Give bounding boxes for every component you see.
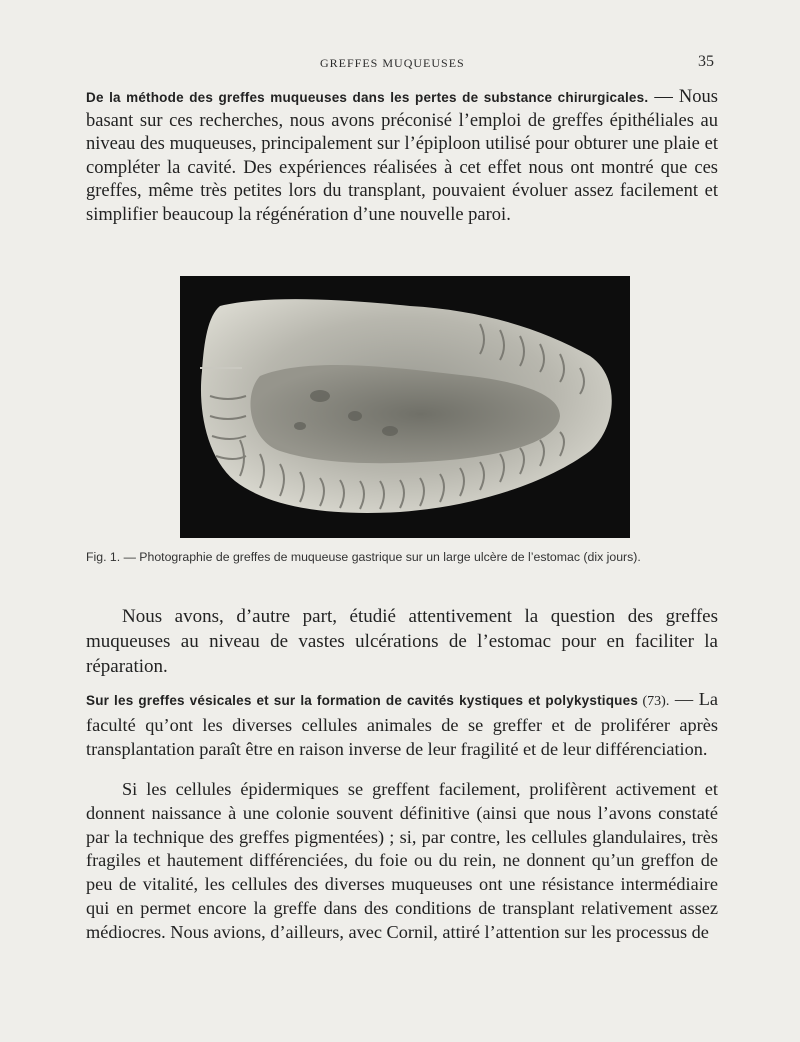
section-heading-greffes-vesicales: Sur les greffes vésicales et sur la formation de cavités kystiques et polykystiques [86, 693, 639, 708]
figure-photograph [180, 276, 630, 538]
section-methode-text: — Nous basant sur ces recherches, nous avons préconisé l’emploi de greffes épithéliales au niveau des muqueuses, principalement sur l’épiploon utilisé pour obturer une plaie et compléter la cavité. Des expériences réalisées à cet effet nous ont montré que ces greffes, même très petites lors du transplant, pouvaient évoluer assez facilement et simplifier beaucoup la régénération d’une nouvelle paroi. [86, 87, 718, 225]
paragraph-cellules-epidermiques: Si les cellules épidermiques se greffent facilement, prolifèrent activement et donnent naissance à une colonie souvent définitive (ainsi que nous l’avons constaté par la technique des greffes pigmentées) ; si, par contre, les cellules glandulaires, très fragiles et hautement différenciées, du foie ou du rein, ne donnent qu’un greffon de peu de vitalité, les cellules des diverses muqueuses ont une résistance intermédiaire qui en permet encore la greffe dans des conditions de transplant relativement assez médiocres. Nous avions, d’ailleurs, avec Cornil, attiré l’attention sur les processus de [86, 779, 718, 942]
page-number: 35 [698, 53, 714, 70]
stomach-ulcer-photo [180, 276, 630, 538]
running-head [0, 53, 800, 76]
running-title: GREFFES MUQUEUSES [320, 56, 465, 70]
section-greffes-vesicales-text: — La faculté qu’ont les diverses cellules animales de se greffer et de proliférer après transplantation paraît être en raison inverse de leur fragilité et de leur différenciation. [86, 689, 719, 759]
section-greffes-vesicales-paragraph [86, 688, 718, 761]
paragraph-ulcerations: Nous avons, d’autre part, étudié attentivement la question des greffes muqueuses au niveau de vastes ulcérations de l’estomac pour en faciliter la réparation. [86, 606, 718, 677]
figure-caption: Fig. 1. — Photographie de greffes de muqueuse gastrique sur un large ulcère de l’estomac (dix jours). [86, 550, 641, 564]
section-heading-methode: De la méthode des greffes muqueuses dans les pertes de substance chirurgicales. [86, 90, 649, 105]
section-reference: (73). [638, 694, 670, 709]
section-methode-paragraph [86, 86, 718, 228]
